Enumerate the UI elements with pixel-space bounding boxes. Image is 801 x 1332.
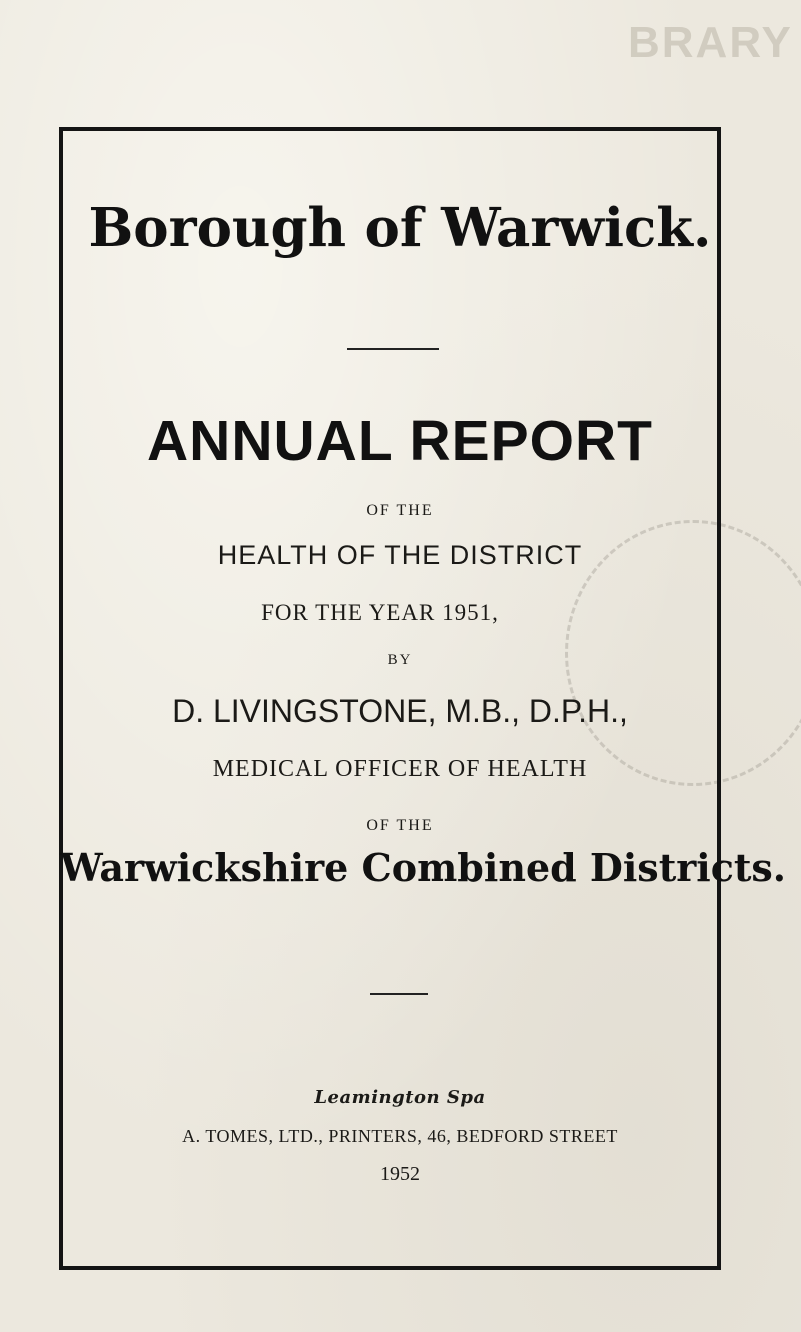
author-position: MEDICAL OFFICER OF HEALTH: [212, 756, 588, 782]
authority-name: Warwickshire Combined Districts.: [60, 845, 787, 890]
report-heading: ANNUAL REPORT: [147, 409, 653, 473]
report-subject: HEALTH OF THE DISTRICT: [217, 540, 583, 570]
report-period: FOR THE YEAR 1951,: [261, 600, 499, 625]
by-label: BY: [387, 652, 413, 668]
of-the-label-1: OF THE: [366, 502, 434, 519]
printer-imprint: A. TOMES, LTD., PRINTERS, 46, BEDFORD STREET: [182, 1126, 618, 1146]
document-title: Borough of Warwick.: [88, 197, 712, 259]
publication-year: 1952: [380, 1163, 420, 1185]
author-name: D. LIVINGSTONE, M.B., D.P.H.,: [172, 693, 628, 729]
library-stamp: BRARY: [628, 18, 793, 67]
divider-rule-bottom: [370, 993, 428, 995]
divider-rule-top: [347, 348, 439, 350]
publication-place: Leamington Spa: [314, 1087, 486, 1108]
of-the-label-2: OF THE: [366, 817, 434, 834]
